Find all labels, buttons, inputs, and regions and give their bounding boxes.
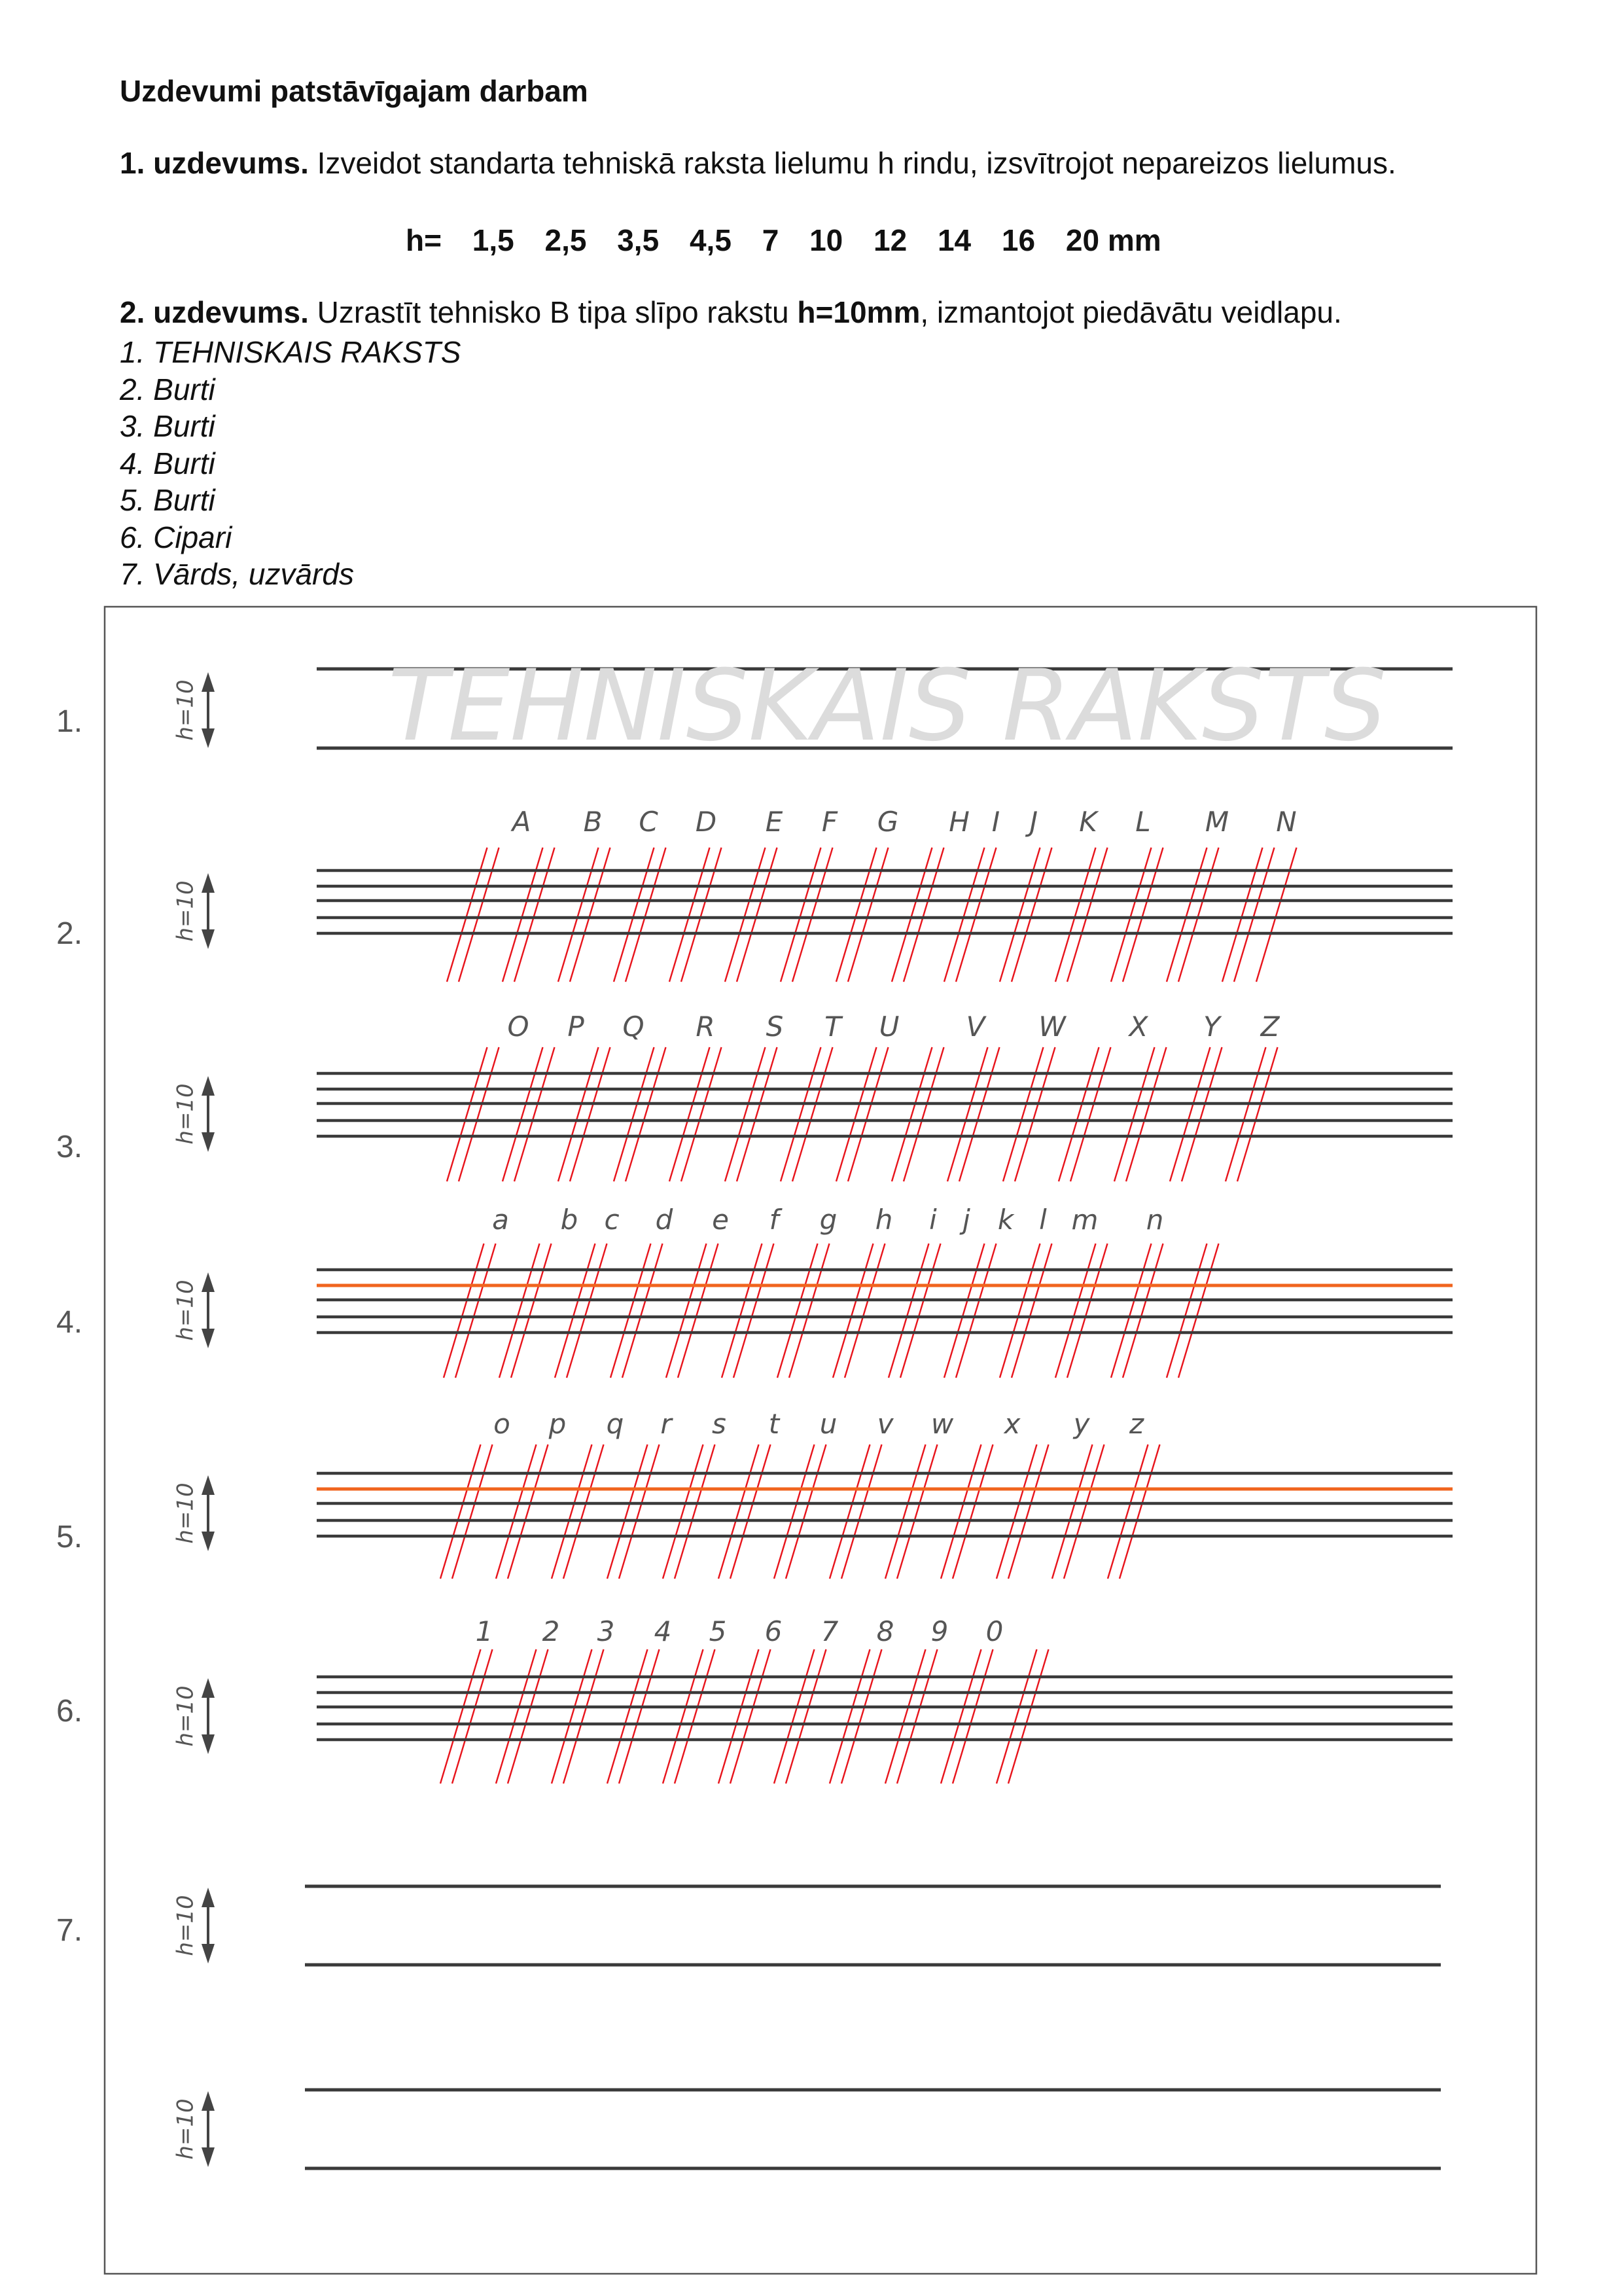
h-value: 3,5	[617, 223, 660, 257]
h-value: 20 mm	[1065, 223, 1161, 257]
letter-guide-label: t	[768, 1408, 780, 1440]
slant-guide-line	[440, 1649, 481, 1784]
slant-guide-line	[1182, 1047, 1222, 1181]
letter-guide-label: V	[966, 1011, 985, 1043]
height-label: h=10	[172, 2098, 199, 2160]
slant-guide-line	[619, 1649, 660, 1784]
slant-guide-line	[607, 1649, 648, 1784]
slant-guide-line	[610, 1244, 651, 1378]
slant-guide-line	[733, 1244, 774, 1378]
list-item: 3. Burti	[120, 409, 215, 443]
letter-guide-label: 2	[542, 1615, 560, 1647]
slant-guide-line	[885, 1444, 926, 1579]
slant-guide-line	[669, 1047, 710, 1181]
slant-guide-line	[1052, 1444, 1093, 1579]
row-number: 4.	[56, 1305, 83, 1340]
slant-guide-line	[836, 1047, 877, 1181]
slant-guide-line	[614, 848, 654, 982]
letter-guide-label: m	[1071, 1204, 1099, 1236]
slant-guide-line	[730, 1444, 771, 1579]
letter-guide-label: c	[604, 1204, 620, 1236]
slant-guide-line	[722, 1244, 762, 1378]
row-number: 2.	[56, 916, 83, 951]
letter-guide-label: C	[639, 806, 658, 838]
slant-guide-line	[718, 1649, 759, 1784]
letter-guide-label: o	[493, 1408, 510, 1440]
letter-guide-label: L	[1135, 806, 1151, 838]
slant-guide-line	[1226, 1047, 1266, 1181]
slant-guide-line	[452, 1444, 493, 1579]
letter-guide-label: e	[712, 1204, 729, 1236]
slant-guide-line	[558, 848, 599, 982]
letter-guide-label: I	[991, 806, 1000, 838]
letter-guide-label: K	[1079, 806, 1097, 838]
slant-guide-line	[1000, 1244, 1040, 1378]
slant-guide-line	[496, 1444, 537, 1579]
task1-label: 1. uzdevums.	[120, 146, 309, 180]
slant-guide-line	[725, 1047, 766, 1181]
letter-guide-label: r	[660, 1408, 672, 1440]
slant-guide-line	[459, 848, 499, 982]
slant-guide-line	[570, 1047, 610, 1181]
slant-guide-line	[1055, 848, 1096, 982]
slant-guide-line	[1008, 1649, 1049, 1784]
slant-guide-line	[499, 1244, 540, 1378]
letter-guide-label: v	[877, 1408, 894, 1440]
height-label: h=10	[172, 1895, 199, 1956]
slant-guide-line	[953, 1649, 993, 1784]
slant-guide-line	[997, 1649, 1037, 1784]
slant-guide-line	[786, 1444, 826, 1579]
slant-guide-line	[1234, 848, 1275, 982]
slant-guide-line	[570, 848, 610, 982]
letter-guide-label: N	[1276, 806, 1297, 838]
slant-guide-line	[552, 1649, 592, 1784]
slant-guide-line	[1123, 1244, 1163, 1378]
slant-guide-line	[1178, 1244, 1219, 1378]
slant-guide-line	[737, 1047, 777, 1181]
letter-guide-label: 3	[597, 1615, 615, 1647]
slant-guide-line	[941, 1444, 981, 1579]
task2-text-a: Uzrastīt tehnisko B tipa slīpo rakstu	[308, 295, 798, 329]
slant-guide-line	[447, 848, 487, 982]
letter-guide-label: p	[548, 1408, 567, 1440]
slant-guide-line	[792, 1047, 833, 1181]
slant-guide-line	[1108, 1444, 1148, 1579]
slant-guide-line	[455, 1244, 496, 1378]
slant-guide-line	[663, 1444, 703, 1579]
arrow-up-icon	[202, 672, 215, 692]
slant-guide-line	[774, 1649, 815, 1784]
slant-guide-line	[833, 1244, 874, 1378]
list-item: 1. TEHNISKAIS RAKSTS	[120, 335, 461, 369]
slant-guide-line	[892, 1047, 932, 1181]
list-item: 7. Vārds, uzvārds	[120, 557, 354, 591]
letter-guide-label: 1	[475, 1615, 493, 1647]
slant-guide-line	[508, 1444, 548, 1579]
arrow-up-icon	[202, 873, 215, 893]
slant-guide-line	[552, 1444, 592, 1579]
letter-guide-label: E	[765, 806, 783, 838]
page-heading: Uzdevumi patstāvīgajam darbam	[120, 74, 588, 108]
letter-guide-label: U	[879, 1011, 900, 1043]
slant-guide-line	[1008, 1444, 1049, 1579]
h-value: 4,5	[689, 223, 732, 257]
slant-guide-line	[947, 1047, 988, 1181]
slant-guide-line	[678, 1244, 718, 1378]
letter-guide-label: i	[929, 1204, 937, 1236]
arrow-up-icon	[202, 2091, 215, 2111]
slant-guide-line	[774, 1444, 815, 1579]
letter-guide-label: 9	[930, 1615, 949, 1647]
slant-guide-line	[1003, 1047, 1044, 1181]
slant-guide-line	[737, 848, 777, 982]
slant-guide-line	[1167, 1244, 1207, 1378]
slant-guide-line	[496, 1649, 537, 1784]
slant-guide-line	[941, 1649, 981, 1784]
slant-guide-line	[607, 1444, 648, 1579]
height-label: h=10	[172, 679, 199, 741]
letter-guide-label: h	[875, 1204, 893, 1236]
h-value: 1,5	[472, 223, 514, 257]
slant-guide-line	[944, 1244, 985, 1378]
letter-guide-label: D	[695, 806, 717, 838]
slant-guide-line	[1167, 848, 1207, 982]
letter-guide-label: g	[819, 1204, 838, 1236]
task2-text-b: , izmantojot piedāvātu veidlapu.	[920, 295, 1342, 329]
letter-guide-label: R	[696, 1011, 715, 1043]
letter-guide-label: Q	[622, 1011, 644, 1043]
letter-guide-label: n	[1146, 1204, 1164, 1236]
list-item: 2. Burti	[120, 372, 215, 406]
task1-text: Izveidot standarta tehniskā raksta lielumu h rindu, izsvītrojot nepareizos lielumus.	[308, 146, 1396, 180]
letter-guide-label: T	[824, 1011, 841, 1043]
slant-guide-line	[897, 1649, 938, 1784]
slant-guide-line	[900, 1244, 941, 1378]
row-number: 6.	[56, 1694, 83, 1729]
slant-guide-line	[452, 1649, 493, 1784]
slant-guide-line	[1170, 1047, 1210, 1181]
arrow-down-icon	[202, 929, 215, 949]
slant-guide-line	[563, 1649, 604, 1784]
arrow-down-icon	[202, 1132, 215, 1152]
letter-guide-label: 0	[985, 1615, 1004, 1647]
slant-guide-line	[959, 1047, 1000, 1181]
slant-guide-line	[718, 1444, 759, 1579]
h-value: 10	[809, 223, 843, 257]
slant-guide-line	[830, 1444, 870, 1579]
slant-guide-line	[1126, 1047, 1167, 1181]
slant-guide-line	[997, 1444, 1037, 1579]
letter-guide-label: 5	[709, 1615, 727, 1647]
slant-guide-line	[1012, 1244, 1052, 1378]
slant-guide-line	[558, 1047, 599, 1181]
slant-guide-line	[777, 1244, 818, 1378]
slant-guide-line	[944, 848, 985, 982]
letter-guide-label: 4	[654, 1615, 672, 1647]
slant-guide-line	[444, 1244, 484, 1378]
slant-guide-line	[567, 1244, 607, 1378]
letter-guide-label: O	[507, 1011, 529, 1043]
letter-guide-label: 6	[764, 1615, 783, 1647]
slant-guide-line	[956, 848, 997, 982]
slant-guide-line	[1067, 848, 1108, 982]
letter-guide-label: y	[1073, 1408, 1090, 1440]
list-item: 5. Burti	[120, 483, 215, 517]
slant-guide-line	[1237, 1047, 1278, 1181]
letter-guide-label: 8	[876, 1615, 894, 1647]
arrow-down-icon	[202, 2147, 215, 2167]
slant-guide-line	[1064, 1444, 1104, 1579]
letter-guide-label: w	[930, 1408, 954, 1440]
letter-guide-label: S	[766, 1011, 784, 1043]
slant-guide-line	[514, 848, 555, 982]
letter-guide-label: j	[962, 1204, 970, 1236]
slant-guide-line	[892, 848, 932, 982]
letter-guide-label: W	[1038, 1011, 1066, 1043]
slant-guide-line	[614, 1047, 654, 1181]
letter-guide-label: B	[583, 806, 603, 838]
slant-guide-line	[897, 1444, 938, 1579]
slant-guide-line	[511, 1244, 552, 1378]
letter-guide-label: Z	[1260, 1011, 1280, 1043]
letter-guide-label: z	[1129, 1408, 1144, 1440]
h-prefix: h=	[406, 223, 442, 257]
slant-guide-line	[789, 1244, 830, 1378]
letter-guide-label: a	[492, 1204, 509, 1236]
slant-guide-line	[1000, 848, 1040, 982]
letter-guide-label: k	[997, 1204, 1014, 1236]
slant-guide-line	[1059, 1047, 1099, 1181]
slant-guide-line	[440, 1444, 481, 1579]
letter-guide-label: s	[712, 1408, 726, 1440]
letter-guide-label: d	[655, 1204, 673, 1236]
slant-guide-line	[622, 1244, 663, 1378]
arrow-down-icon	[202, 1944, 215, 1964]
arrow-up-icon	[202, 1272, 215, 1292]
letter-guide-label: F	[821, 806, 838, 838]
letter-guide-label: A	[512, 806, 531, 838]
slant-guide-line	[1070, 1047, 1111, 1181]
height-label: h=10	[172, 1685, 199, 1747]
h-value: 14	[937, 223, 972, 257]
row-number: 7.	[56, 1913, 83, 1948]
letter-guide-label: u	[819, 1408, 838, 1440]
watermark-text: TEHNISKAIS RAKSTS	[387, 649, 1387, 763]
slant-guide-line	[563, 1444, 604, 1579]
letter-guide-label: J	[1029, 806, 1038, 838]
arrow-up-icon	[202, 1475, 215, 1495]
slant-guide-line	[681, 1047, 722, 1181]
slant-guide-line	[681, 848, 722, 982]
letter-guide-label: P	[567, 1011, 584, 1043]
slant-guide-line	[503, 1047, 543, 1181]
slant-guide-line	[1012, 848, 1052, 982]
slant-guide-line	[503, 848, 543, 982]
row-number: 5.	[56, 1520, 83, 1554]
slant-guide-line	[904, 848, 944, 982]
slant-guide-line	[1222, 848, 1263, 982]
slant-guide-line	[626, 1047, 666, 1181]
slant-guide-line	[555, 1244, 595, 1378]
task2-label: 2. uzdevums.	[120, 295, 309, 329]
arrow-down-icon	[202, 1734, 215, 1754]
slant-guide-line	[1111, 1244, 1152, 1378]
slant-guide-line	[845, 1244, 885, 1378]
height-label: h=10	[172, 1482, 199, 1544]
slant-guide-line	[841, 1444, 882, 1579]
letter-guide-label: 7	[821, 1615, 839, 1647]
slant-guide-line	[904, 1047, 944, 1181]
h-value: 7	[762, 223, 779, 257]
arrow-up-icon	[202, 1678, 215, 1698]
slant-guide-line	[1120, 1444, 1160, 1579]
slant-guide-line	[1114, 1047, 1155, 1181]
letter-guide-label: q	[606, 1408, 624, 1440]
list-item: 6. Cipari	[120, 520, 232, 554]
letter-guide-label: G	[877, 806, 899, 838]
slant-guide-line	[675, 1649, 715, 1784]
slant-guide-line	[1015, 1047, 1055, 1181]
height-label: h=10	[172, 1083, 199, 1145]
slant-guide-line	[781, 848, 821, 982]
letter-guide-label: Y	[1203, 1011, 1220, 1043]
slant-guide-line	[730, 1649, 771, 1784]
letter-guide-label: b	[560, 1204, 578, 1236]
slant-guide-line	[626, 848, 666, 982]
height-label: h=10	[172, 880, 199, 942]
slant-guide-line	[836, 848, 877, 982]
worksheet-frame	[105, 607, 1536, 2274]
h-value: 12	[874, 223, 908, 257]
slant-guide-line	[889, 1244, 929, 1378]
arrow-down-icon	[202, 1532, 215, 1551]
slant-guide-line	[786, 1649, 826, 1784]
h-value: 2,5	[544, 223, 587, 257]
list-item: 4. Burti	[120, 446, 215, 480]
slant-guide-line	[1256, 848, 1297, 982]
row-number: 1.	[56, 704, 83, 739]
slant-guide-line	[781, 1047, 821, 1181]
arrow-down-icon	[202, 1329, 215, 1348]
height-label: h=10	[172, 1280, 199, 1341]
slant-guide-line	[725, 848, 766, 982]
slant-guide-line	[885, 1649, 926, 1784]
slant-guide-line	[666, 1244, 707, 1378]
letter-guide-label: f	[769, 1204, 779, 1236]
slant-guide-line	[514, 1047, 555, 1181]
slant-guide-line	[1055, 1244, 1096, 1378]
letter-guide-label: X	[1129, 1011, 1148, 1043]
arrow-up-icon	[202, 1076, 215, 1096]
arrow-down-icon	[202, 728, 215, 748]
slant-guide-line	[848, 1047, 889, 1181]
slant-guide-line	[669, 848, 710, 982]
row-number: 3.	[56, 1130, 83, 1164]
slant-guide-line	[848, 848, 889, 982]
slant-guide-line	[459, 1047, 499, 1181]
h-value: 16	[1001, 223, 1036, 257]
slant-guide-line	[956, 1244, 997, 1378]
task2-height-value: h=10mm	[797, 295, 921, 329]
slant-guide-line	[1178, 848, 1219, 982]
slant-guide-line	[663, 1649, 703, 1784]
slant-guide-line	[619, 1444, 660, 1579]
slant-guide-line	[1111, 848, 1152, 982]
slant-guide-line	[1067, 1244, 1108, 1378]
letter-guide-label: l	[1039, 1204, 1047, 1236]
slant-guide-line	[447, 1047, 487, 1181]
slant-guide-line	[841, 1649, 882, 1784]
letter-guide-label: x	[1004, 1408, 1021, 1440]
letter-guide-label: H	[949, 806, 970, 838]
slant-guide-line	[675, 1444, 715, 1579]
slant-guide-line	[953, 1444, 993, 1579]
slant-guide-line	[1123, 848, 1163, 982]
slant-guide-line	[830, 1649, 870, 1784]
letter-guide-label: M	[1205, 806, 1229, 838]
arrow-up-icon	[202, 1888, 215, 1907]
slant-guide-line	[792, 848, 833, 982]
slant-guide-line	[508, 1649, 548, 1784]
